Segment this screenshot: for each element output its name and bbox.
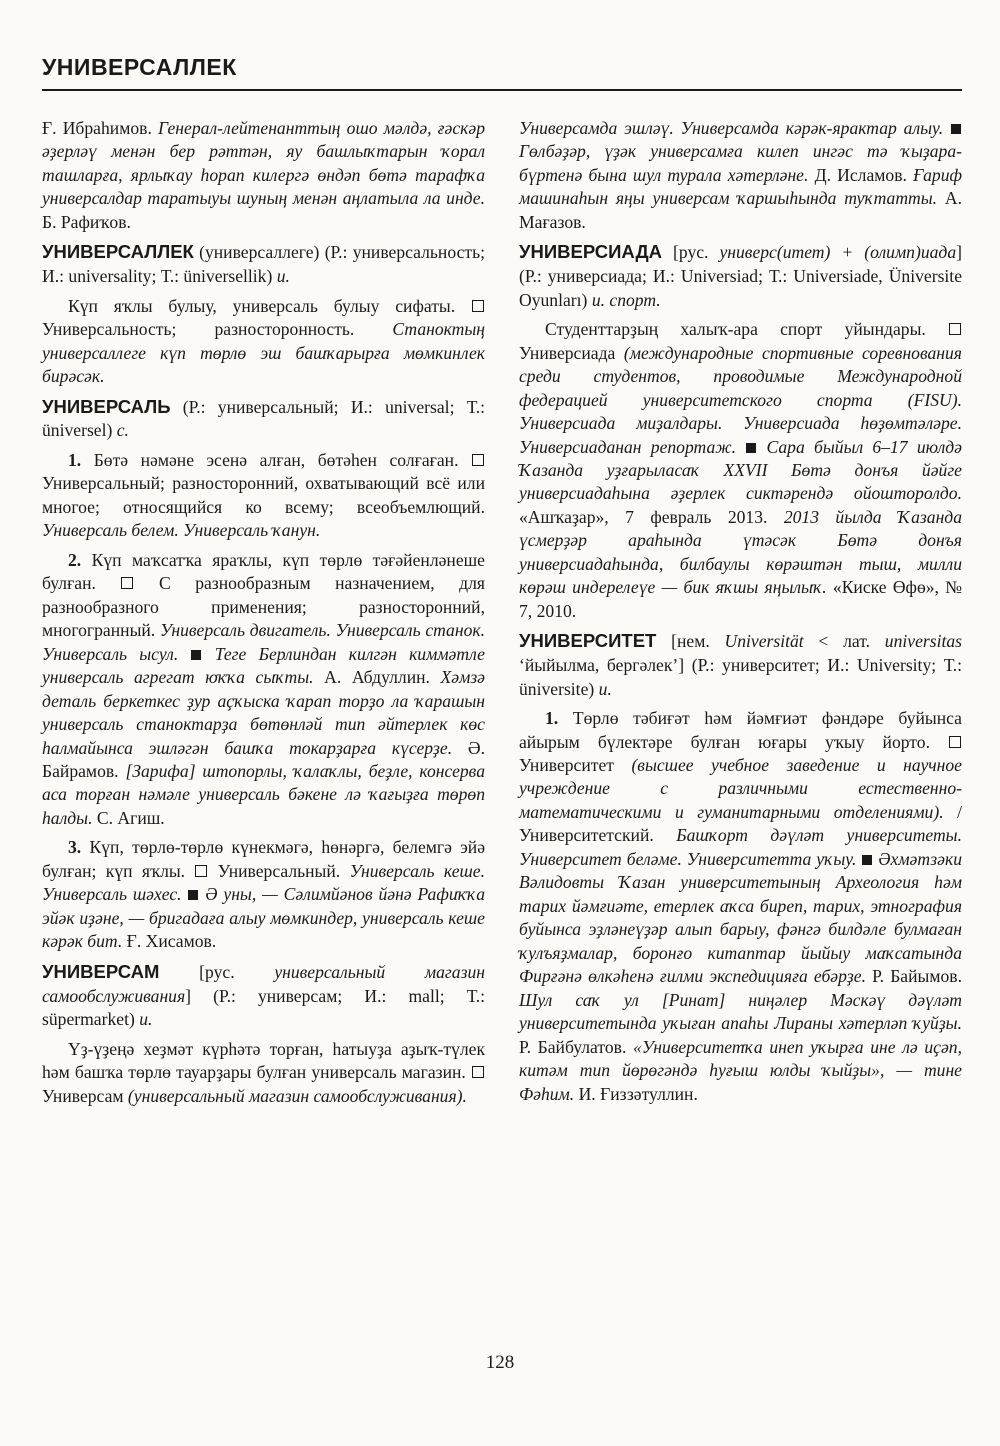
- entry-paragraph: Күп яҡлы булыу, универсаль булыу сифаты. Универсальность; разносторонность. Станоктың универсаллеге күп төрлө эш башҡарырға мөмкинлек бирәсәк.: [42, 295, 485, 387]
- columns: [42, 117, 962, 1108]
- entry-paragraph: Студенттарҙың халыҡ-ара спорт уйындары. Универсиада (международные спортивные соревнования среди студентов, проводимые Международной федерацией университетского спорта (FISU). Универсиада миҙалдары. Универсиада һөҙөмтәләре. Универсиаданан репортаж. Сара быйыл 6–17 июлдә Ҡазанда уҙғарыласаҡ XXVII Бөтә донъя йәйге универсиадаһына әҙерлек сиктәрендә ойошторолдо. «Ашҡаҙар», 7 февраль 2013. 2013 йылда Ҡазанда үсмерҙәр араһында үтәсәк Бөтә донъя универсиадаһында, билбаулы көрәштән тыш, милли көрәш индерелеүе — бик яҡшы яңылыҡ. «Киске Өфө», № 7, 2010.: [519, 319, 962, 621]
- entry-paragraph: 1. Төрлө тәбиғәт һәм йәмғиәт фәндәре буйынса айырым бүлектәре булған юғары уҡыу йорто. Университет (высшее учебное заведение и научное учреждение с различными естественно-математическими и гуманитарными отделениями). / Университетский. Башҡорт дәүләт университеты. Университет беләме. Университетта уҡыу. Әхмәтзәки Вәлидовты Ҡазан университетының Археология һәм тарих йәмғиәте, етерлек аҡса биреп, тарих, этнография буйынса эҙләнеүҙәр алып барыу, фәнгә билдәле булмаған ҡулъяҙмалар, боронғо китаптар йыйыу маҡсатында Фирғәнә өлкәһенә ғилми экспедицияға ебәрҙе. Р. Байымов. Шул саҡ ул [Ринат] ниңәлер Мәскәү дәүләт университетында уҡыған апаһы Лираны хәтерләп ҡуйҙы. Р. Байбулатов. «Университетҡа инеп уҡырға ине лә иҫәп, китәм тип йөрөгәндә һуғыш юлды ҡыйҙы», — тине Фәһим. И. Ғиззәтуллин.: [519, 708, 962, 1104]
- entry-paragraph: Универсамда эшләү. Универсамда кәрәк-ярактар алыу. Гөлбәҙәр, үҙәк универсамға килеп ингәс тә ҡыҙара-бүртенә бына шул турала хәтерләне. Д. Исламов. Ғариф машинаһын яңы универсам ҡаршыһында туҡтатты. А. Мағазов.: [519, 118, 962, 232]
- page-number: 128: [485, 1352, 515, 1373]
- running-head: УНИВЕРСАЛЛЕК: [42, 54, 962, 91]
- entry-paragraph: УНИВЕРСИАДА [рус. универс(итет) + (олимп)иада] (Р.: универсиада; И.: Universiad; Т.: Universiade, Üniversite Oyunları) и. спорт.: [519, 241, 962, 310]
- entry-paragraph: УНИВЕРСАЛЛЕК (универсаллеге) (Р.: универсальность; И.: universality; Т.: üniversellik) и.: [42, 241, 485, 287]
- entry-paragraph: 2. Күп маҡсатҡа яраҡлы, күп төрлө тәғәйенләнеше булған. С разнообразным назначением, для разнообразного применения; разносторонний, многогранный. Универсаль двигатель. Универсаль станок. Универсаль ысул. Теге Берлиндан килгән киммәтле универсаль агрегат юҡҡа сыҡты. А. Абдуллин. Хәмзә деталь беркеткес ҙур аҫҡыска ҡарап торҙо ла ҡарашын универсаль станоктарҙа бөтөнләй тип әйтерлек көс һалмайынса эшләгән башҡа токарҙарға күсерҙе. Ә. Байрамов. [Зарифа] штопорлы, ҡалаҡлы, беҙле, консерва аса торған нәмәле универсаль бәкене лә ҡағыҙға төрөп һалды. С. Агиш.: [42, 549, 485, 828]
- entry-paragraph: УНИВЕРСАМ [рус. универсальный магазин самообслуживания] (Р.: универсам; И.: mall; Т.: süpermarket) и.: [42, 960, 485, 1030]
- entry-paragraph: УНИВЕРСИТЕТ [нем. Universität < лат. universitas ‘йыйылма, бергәлек’] (Р.: университет; И.: University; Т.: üniversite) и.: [519, 630, 963, 699]
- right-column: [519, 117, 962, 1108]
- entry-paragraph: 1. Бөтә нәмәне эсенә алған, бөтәһен солғаған. Универсальный; разносторонний, охватывающий всё или многое; относящийся ко всему; всеобъемлющий. Универсаль белем. Универсаль ҡанун.: [42, 449, 485, 541]
- entry-paragraph: УНИВЕРСАЛЬ (Р.: универсальный; И.: universal; Т.: üniversel) с.: [42, 395, 485, 441]
- entry-paragraph: 3. Күп, төрлө-төрлө күнекмәгә, һөнәргә, белемгә эйә булған; күп яҡлы. Универсальный. Универсаль кеше. Универсаль шәхес. Ә уны, — Сәлимйәнов йәнә Рафиҡҡа эйәк иҙәне, — бригадаға алыу мөмкиндер, универсаль кеше кәрәк бит. Ғ. Хисамов.: [42, 837, 486, 952]
- entry-paragraph: Ғ. Ибраһимов. Генерал-лейтенанттың ошо мәлдә, ғәскәр әҙерләү менән бер рәттән, яу башлыҡтарын ҡорал ташларға, ярлыҡау һорап килергә өндәп бөтә тарафҡа универсалдар таратыуы шуның менән аңлатыла ла инде. Б. Рафиҡов.: [42, 118, 485, 232]
- left-column: [42, 117, 485, 1108]
- entry-paragraph: Үҙ-үҙеңә хеҙмәт күрһәтә торған, һатыуҙа аҙыҡ-түлек һәм башҡа төрлө тауарҙары булған универсаль магазин. Универсам (универсальный магазин самообслуживания).: [42, 1038, 485, 1106]
